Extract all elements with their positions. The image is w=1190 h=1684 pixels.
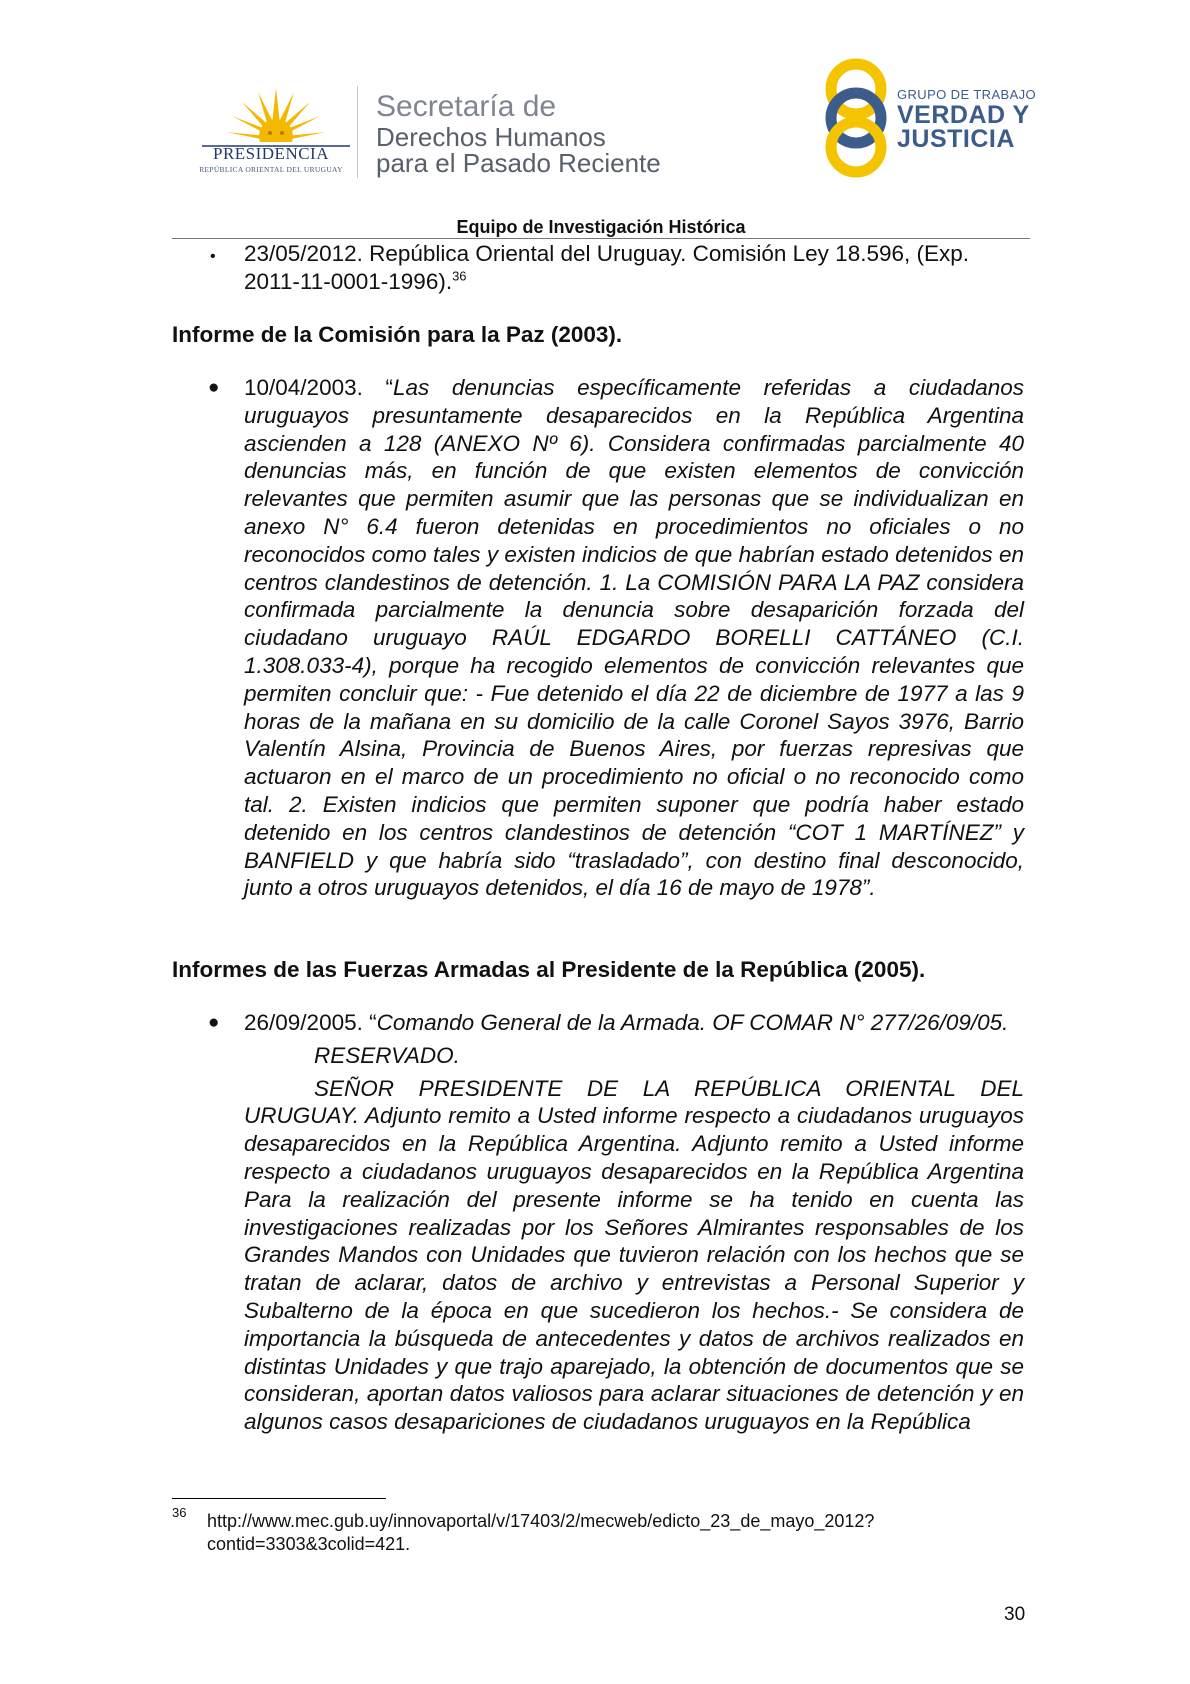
justicia-label: JUSTICIA bbox=[897, 125, 1015, 153]
quote-text: Comando General de la Armada. OF COMAR N° 277/26/09/05. bbox=[376, 1010, 1009, 1035]
secretaria-title-line2: Derechos Humanos bbox=[376, 122, 606, 152]
date-lead: 26/09/2005. “ bbox=[244, 1010, 377, 1035]
verdad-y-label: VERDAD Y bbox=[897, 101, 1030, 129]
footnote-number: 36 bbox=[172, 1505, 187, 1520]
secretaria-title-line3: para el Pasado Reciente bbox=[376, 148, 661, 178]
list-bullet: • bbox=[210, 248, 216, 265]
list-bullet: ● bbox=[208, 377, 220, 398]
date-lead: 10/04/2003. “ bbox=[244, 375, 393, 400]
list-item-text bbox=[244, 240, 1024, 296]
equipo-heading: Equipo de Investigación Histórica bbox=[456, 217, 746, 237]
list-item-line bbox=[244, 268, 1024, 296]
list-item-text bbox=[244, 1009, 1024, 1436]
section-title: Informe de la Comisión para la Paz (2003). bbox=[172, 322, 623, 347]
list-item-paragraph bbox=[244, 1009, 1024, 1037]
footnote-rule bbox=[172, 1498, 386, 1499]
republica-wordmark: REPÚBLICA ORIENTAL DEL URUGUAY bbox=[199, 165, 343, 174]
list-item-text bbox=[244, 374, 1024, 902]
footnote-url-line[interactable]: http://www.mec.gub.uy/innovaportal/v/17403/2/mecweb/edicto_23_de_mayo_2012? bbox=[207, 1511, 875, 1531]
sun-logo-icon bbox=[196, 80, 356, 150]
secretaria-title-line1: Secretaría de bbox=[376, 90, 557, 123]
list-bullet: ● bbox=[208, 1012, 220, 1033]
grupo-de-trabajo-label: GRUPO DE TRABAJO bbox=[897, 87, 1037, 102]
quote-text: Las denuncias específicamente referidas a ciudadanos uruguayos presuntamente desaparecidos en la República Argentina ascienden a 128 (ANEXO Nº 6). Considera confirmadas parcialmente 40 denuncias más, en función de que existen elementos de convicción relevantes que permiten asumir que las personas que se individualizan en anexo N° 6.4 fueron detenidas en procedimientos no oficiales o no reconocidos como tales y existen indicios de que habrían estado detenidos en centros clandestinos de detención. 1. La COMISIÓN PARA LA PAZ considera confirmada parcialmente la denuncia sobre desaparición forzada del ciudadano uruguayo RAÚL EDGARDO BORELLI CATTÁNEO (C.I. 1.308.033-4), porque ha recogido elementos de convicción relevantes que permiten concluir que: - Fue detenido el día 22 de diciembre de 1977 a las 9 horas de la mañana en su domicilio de la calle Coronel Sayos 3976, Barrio Valentín Alsina, Provincia de Buenos Aires, por fuerzas represivas que actuaron en el marco de un procedimiento no oficial o no reconocido como tal. 2. Existen indicios que permiten suponer que podría haber estado detenido en los centros clandestinos de detención “COT 1 MARTÍNEZ” y BANFIELD y que habría sido “trasladado”, con destino final desconocido, junto a otros uruguayos detenidos, el día 16 de mayo de 1978”. bbox=[244, 375, 1024, 901]
header-rule bbox=[172, 238, 1030, 239]
quote-text: SEÑOR PRESIDENTE DE LA REPÚBLICA ORIENTAL DEL URUGUAY. Adjunto remito a Usted informe respecto a ciudadanos uruguayos desaparecidos en la República Argentina. Adjunto remito a Usted informe respecto a ciudadanos uruguayos desaparecidos en la República Argentina Para la realización del presente informe se ha tenido en cuenta las investigaciones realizadas por los Señores Almirantes responsables de los Grandes Mandos con Unidades que tuvieron relación con los hechos que se tratan de aclarar, datos de archivo y entrevistas a Personal Superior y Subalterno de la época en que sucedieron los hechos.- Se considera de importancia la búsqueda de antecedentes y datos de archivos realizados en distintas Unidades y que trajo aparejado, la obtención de documentos que se consideran, aportan datos valiosos para aclarar situaciones de detención y en algunos casos desapariciones de ciudadanos uruguayos en la República bbox=[244, 1075, 1024, 1435]
logo-divider bbox=[357, 86, 358, 178]
footnote-url-line[interactable]: contid=3303&3colid=421. bbox=[207, 1534, 411, 1554]
presidencia-wordmark: PRESIDENCIA bbox=[212, 144, 329, 163]
verdad-justicia-ring-icon bbox=[820, 56, 892, 180]
footnote-reference[interactable]: 36 bbox=[452, 268, 467, 284]
list-item-line: 23/05/2012. República Oriental del Uruguay. Comisión Ley 18.596, (Exp. bbox=[244, 241, 970, 266]
page-number: 30 bbox=[1004, 1604, 1026, 1625]
section-title: Informes de las Fuerzas Armadas al Presidente de la República (2005). bbox=[172, 957, 926, 982]
list-item-line-text: 2011-11-0001-1996). bbox=[244, 268, 453, 294]
footnote-text bbox=[207, 1510, 1007, 1556]
reservado-label: RESERVADO. bbox=[314, 1042, 460, 1068]
